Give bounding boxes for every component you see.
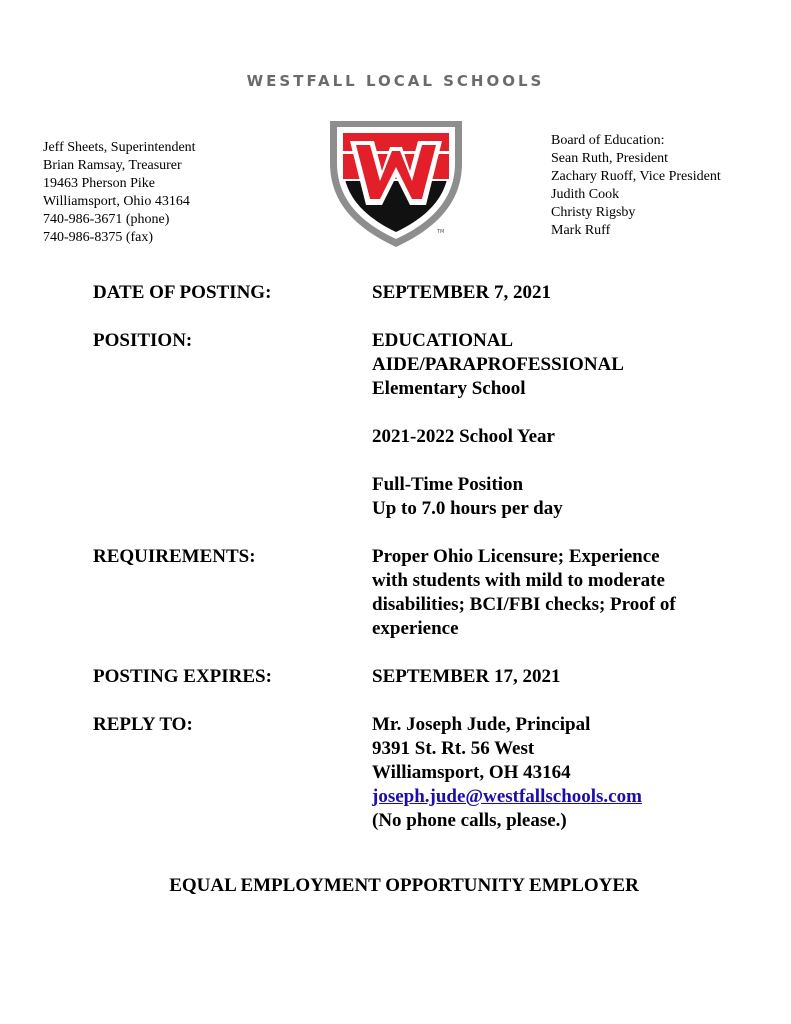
- posting-expires-row: [93, 665, 733, 689]
- reply-city: Williamsport, OH 43164: [372, 762, 571, 783]
- posting-expires-label: POSTING EXPIRES:: [93, 666, 272, 687]
- reply-to-label: REPLY TO:: [93, 714, 193, 735]
- requirements-value: [372, 545, 733, 641]
- posting-expires-value: SEPTEMBER 17, 2021: [372, 666, 561, 687]
- board-of-education: [551, 132, 721, 240]
- equal-opportunity-statement: EQUAL EMPLOYMENT OPPORTUNITY EMPLOYER: [169, 875, 639, 896]
- reply-to-value: [372, 713, 733, 833]
- board-member: Sean Ruth, President: [551, 151, 669, 166]
- position-label: POSITION:: [93, 330, 193, 351]
- reply-note: (No phone calls, please.): [372, 810, 567, 831]
- treasurer-line: Brian Ramsay, Treasurer: [43, 158, 182, 173]
- requirements-row: [93, 545, 733, 641]
- position-hours: Up to 7.0 hours per day: [372, 498, 563, 519]
- date-of-posting-row: [93, 281, 733, 305]
- school-year: 2021-2022 School Year: [372, 426, 555, 447]
- board-heading: Board of Education:: [551, 133, 665, 148]
- board-member: Christy Rigsby: [551, 205, 636, 220]
- trademark-mark: TM: [437, 229, 445, 235]
- fax-line: 740-986-8375 (fax): [43, 230, 154, 245]
- city-line: Williamsport, Ohio 43164: [43, 194, 190, 209]
- reply-contact-name: Mr. Joseph Jude, Principal: [372, 714, 591, 735]
- phone-line: 740-986-3671 (phone): [43, 212, 170, 227]
- position-title-line2: AIDE/PARAPROFESSIONAL: [372, 354, 624, 375]
- requirements-line: Proper Ohio Licensure; Experience: [372, 546, 660, 567]
- requirements-line: experience: [372, 618, 459, 639]
- requirements-line: with students with mild to moderate: [372, 570, 665, 591]
- position-value: [372, 329, 733, 521]
- reply-to-row: [93, 713, 733, 833]
- requirements-label: REQUIREMENTS:: [93, 546, 256, 567]
- reply-email-link[interactable]: joseph.jude@westfallschools.com: [372, 786, 642, 807]
- superintendent-line: Jeff Sheets, Superintendent: [43, 140, 196, 155]
- board-member: Zachary Ruoff, Vice President: [551, 169, 721, 184]
- board-member: Judith Cook: [551, 187, 620, 202]
- position-title-line1: EDUCATIONAL: [372, 330, 514, 351]
- reply-street: 9391 St. Rt. 56 West: [372, 738, 535, 759]
- job-posting-details: [93, 281, 733, 857]
- position-row: [93, 329, 733, 521]
- administration-contact: [43, 139, 196, 247]
- westfall-shield-logo-icon: [328, 119, 464, 249]
- position-type: Full-Time Position: [372, 474, 524, 495]
- position-school: Elementary School: [372, 378, 526, 399]
- date-of-posting-label: DATE OF POSTING:: [93, 282, 272, 303]
- district-title: WESTFALL LOCAL SCHOOLS: [246, 72, 545, 90]
- street-address-line: 19463 Pherson Pike: [43, 176, 155, 191]
- date-of-posting-value: SEPTEMBER 7, 2021: [372, 282, 551, 303]
- requirements-line: disabilities; BCI/FBI checks; Proof of: [372, 594, 676, 615]
- board-member: Mark Ruff: [551, 223, 611, 238]
